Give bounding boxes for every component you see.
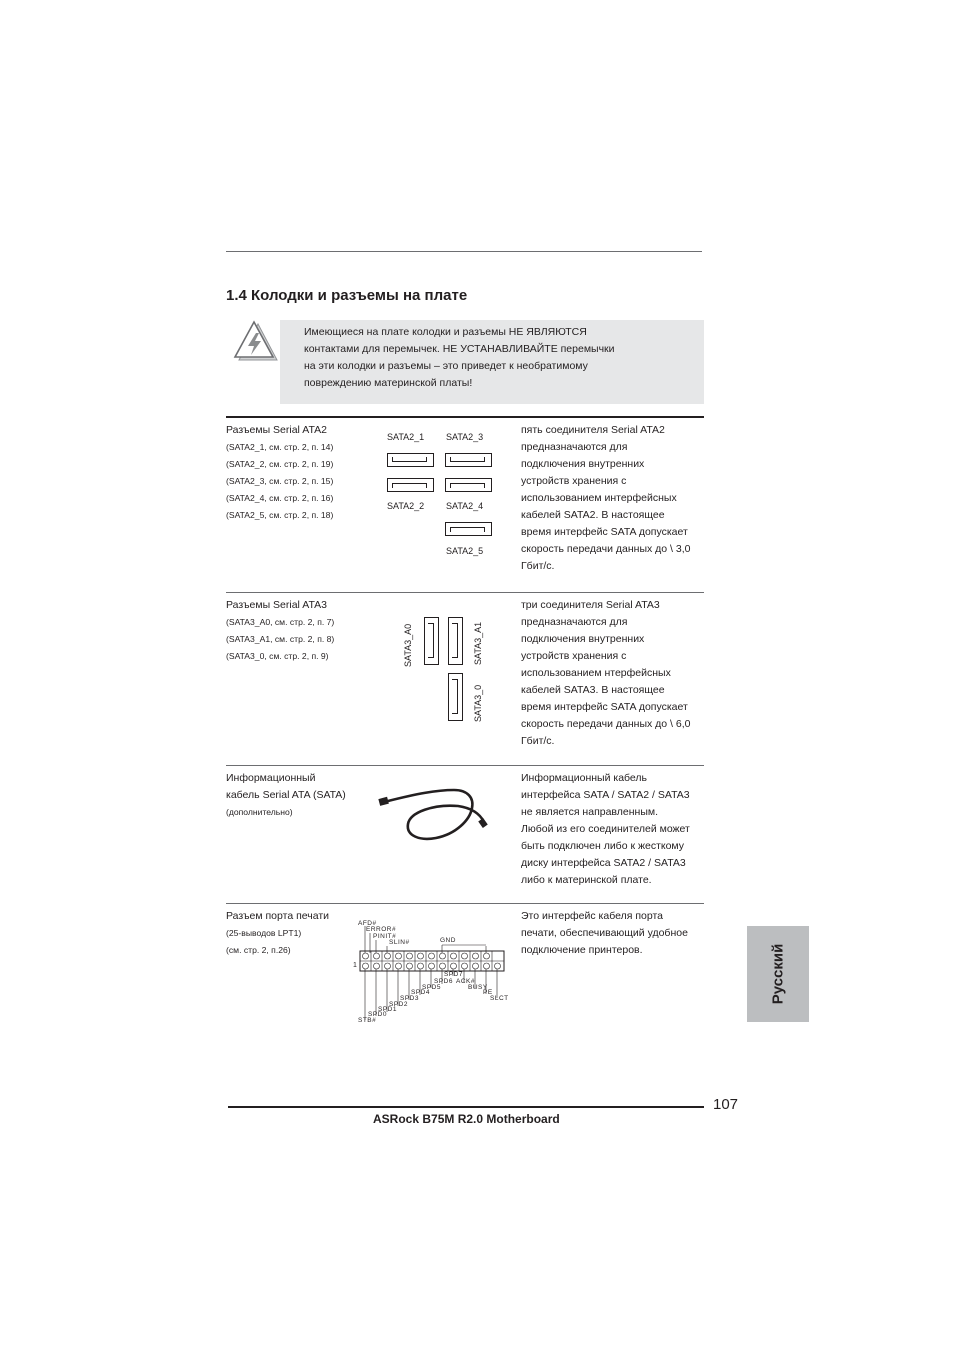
pin-label: PINIT# [373, 933, 397, 940]
sata2-5-connector [445, 522, 492, 536]
warning-line: контактами для перемычек. НЕ УСТАНАВЛИВАЙТЕ перемычки [304, 343, 615, 355]
sata3-description [521, 597, 706, 750]
pin-label: ERROR# [366, 926, 397, 933]
sata2-1-label: SATA2_1 [387, 432, 425, 442]
desc-line: диску интерфейса SATA2 / SATA3 [521, 857, 686, 869]
desc-line: устройств хранения с [521, 475, 627, 487]
desc-line: кабелей SATA3. В настоящее [521, 684, 665, 696]
sata2-2-connector [387, 478, 434, 492]
desc-line: время интерфейс SATA допускает [521, 701, 688, 713]
lpt-pin-diagram [350, 916, 520, 1028]
desc-line: Гбит/с. [521, 735, 555, 747]
desc-line: скорость передачи данных до \ 3,0 [521, 543, 691, 555]
lpt-item: (см. стр. 2, п.26) [226, 945, 291, 955]
lpt-description [521, 908, 706, 959]
desc-line: быть подключен либо к жесткому [521, 840, 685, 852]
warning-text [304, 324, 699, 392]
desc-line: Гбит/с. [521, 560, 555, 572]
cable-heading: кабель Serial ATA (SATA) [226, 789, 346, 801]
desc-line: Любой из его соединителей может [521, 823, 690, 835]
sata3-0-connector [448, 673, 463, 721]
sata2-description [521, 422, 706, 575]
section-title: 1.4 Колодки и разъемы на плате [226, 287, 468, 304]
desc-line: интерфейса SATA / SATA2 / SATA3 [521, 789, 690, 801]
pin-label: PE [483, 989, 493, 996]
section-rule [226, 903, 704, 904]
pin-label: SPD7 [444, 971, 463, 978]
sata3-item: (SATA3_0, см. стр. 2, п. 9) [226, 651, 329, 661]
lpt-item: (25-выводов LPT1) [226, 928, 302, 938]
pin1-marker: 1 [353, 962, 358, 969]
desc-line: подключение принтеров. [521, 944, 643, 956]
pin-label: STB# [358, 1017, 377, 1024]
desc-line: скорость передачи данных до \ 6,0 [521, 718, 691, 730]
desc-line: Это интерфейс кабеля порта [521, 910, 663, 922]
desc-line: три соединителя Serial ATA3 [521, 599, 660, 611]
footer-rule [228, 1106, 704, 1108]
desc-line: Информационный кабель [521, 772, 648, 784]
warning-icon-area [226, 320, 280, 404]
sata2-item: (SATA2_2, см. стр. 2, п. 19) [226, 459, 334, 469]
desc-line: подключения внутренних [521, 458, 645, 470]
sata3-a1-label: SATA3_A1 [473, 621, 483, 665]
section-rule [226, 592, 704, 593]
section-rule [226, 765, 704, 766]
desc-line: использованием интерфейсных [521, 492, 677, 504]
sata2-4-label: SATA2_4 [446, 501, 484, 511]
language-tab-label: Русский [769, 943, 787, 1005]
pin-label: SPD2 [389, 1001, 408, 1008]
cable-optional: (дополнительно) [226, 807, 293, 817]
sata2-4-connector [445, 478, 492, 492]
pin-label: SPD4 [411, 989, 430, 996]
desc-line: время интерфейс SATA допускает [521, 526, 688, 538]
warning-line: на эти колодки и разъемы – это приведет к необратимому [304, 360, 588, 372]
sata2-1-connector [387, 453, 434, 467]
pin-label: SPD3 [400, 995, 419, 1002]
sata2-5-label: SATA2_5 [446, 546, 484, 556]
desc-line: предназначаются для [521, 441, 628, 453]
sata3-a0-connector [424, 617, 439, 665]
desc-line: предназначаются для [521, 616, 628, 628]
warning-line: повреждению материнской платы! [304, 377, 473, 389]
sata2-3-label: SATA2_3 [446, 432, 484, 442]
sata2-item: (SATA2_5, см. стр. 2, п. 18) [226, 510, 334, 520]
sata3-item: (SATA3_A1, см. стр. 2, п. 8) [226, 634, 335, 644]
pin-label: SLIN# [389, 939, 410, 946]
pin-label: GND [440, 937, 456, 944]
pin-label: SPD5 [422, 984, 441, 991]
pin-label: ACK# [456, 978, 475, 985]
desc-line: не является направленным. [521, 806, 659, 818]
sata2-2-label: SATA2_2 [387, 501, 425, 511]
sata2-item: (SATA2_4, см. стр. 2, п. 16) [226, 493, 334, 503]
pin-label: SLCT [490, 995, 509, 1002]
sata3-0-label: SATA3_0 [473, 684, 483, 722]
desc-line: использованием нтерфейсных [521, 667, 671, 679]
section-rule [226, 416, 704, 418]
pin-label: BUSY [468, 984, 488, 991]
language-tab [747, 926, 809, 1022]
warning-icon [226, 320, 280, 404]
page-number: 107 [713, 1096, 739, 1113]
desc-line: либо к материнской плате. [521, 874, 652, 886]
lpt-heading: Разъем порта печати [226, 910, 330, 922]
sata3-heading: Разъемы Serial ATA3 [226, 599, 327, 611]
sata3-a0-label: SATA3_A0 [403, 623, 413, 667]
warning-line: Имеющиеся на плате колодки и разъемы НЕ ЯВЛЯЮТСЯ [304, 326, 587, 338]
sata2-item: (SATA2_3, см. стр. 2, п. 15) [226, 476, 334, 486]
cable-heading: Информационный [226, 772, 316, 784]
sata2-3-connector [445, 453, 492, 467]
sata3-a1-connector [448, 617, 463, 665]
sata3-item: (SATA3_A0, см. стр. 2, п. 7) [226, 617, 335, 627]
pin-label: SPD6 [434, 978, 453, 985]
cable-description [521, 770, 706, 889]
desc-line: пять соединителя Serial ATA2 [521, 424, 665, 436]
desc-line: кабелей SATA2. В настоящее [521, 509, 665, 521]
pin-label: AFD# [358, 920, 377, 927]
top-rule [226, 251, 702, 252]
sata2-heading: Разъемы Serial ATA2 [226, 424, 327, 436]
pin-label: SPD1 [378, 1006, 397, 1013]
desc-line: печати, обеспечивающий удобное [521, 927, 688, 939]
footer-product: ASRock B75M R2.0 Motherboard [373, 1112, 560, 1126]
desc-line: подключения внутренних [521, 633, 645, 645]
sata2-item: (SATA2_1, см. стр. 2, п. 14) [226, 442, 334, 452]
pin-label: SPD0 [368, 1011, 387, 1018]
sata-cable-illustration [376, 784, 496, 846]
desc-line: устройств хранения с [521, 650, 627, 662]
